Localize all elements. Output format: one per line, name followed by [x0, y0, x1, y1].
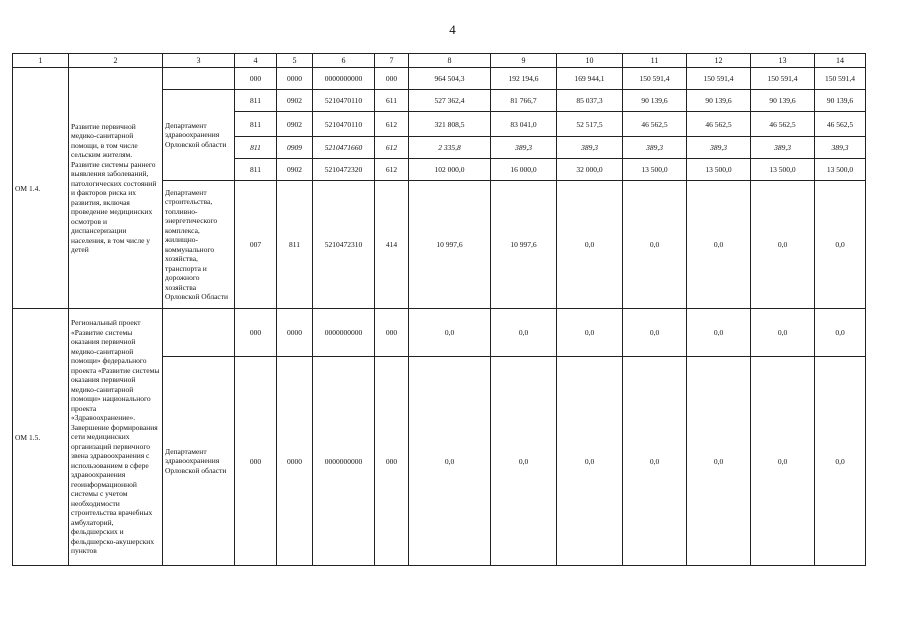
col-header: 8: [409, 54, 491, 68]
table-cell: 0,0: [409, 309, 491, 357]
executor-health-dept: Департамент здравоохранения Орловской области: [163, 90, 235, 181]
table-row: [13, 68, 866, 90]
table-cell: 0000: [277, 309, 313, 357]
table-cell: 0,0: [751, 181, 815, 309]
table-cell: 0,0: [687, 309, 751, 357]
table-cell: 46 562,5: [751, 112, 815, 137]
table-cell: 90 139,6: [687, 90, 751, 112]
table-cell: 0,0: [557, 309, 623, 357]
col-header: 3: [163, 54, 235, 68]
table-cell: 0000000000: [313, 357, 375, 566]
table-cell: 389,3: [687, 137, 751, 159]
table-cell: 000: [375, 309, 409, 357]
table-cell: 0,0: [751, 357, 815, 566]
table-cell: 389,3: [491, 137, 557, 159]
table-cell: 0,0: [815, 309, 866, 357]
table-cell: 150 591,4: [751, 68, 815, 90]
table-cell: 90 139,6: [815, 90, 866, 112]
table-cell: 612: [375, 137, 409, 159]
table-cell: 964 504,3: [409, 68, 491, 90]
executor-empty: [163, 68, 235, 90]
table-cell: 389,3: [815, 137, 866, 159]
table-cell: 46 562,5: [687, 112, 751, 137]
table-cell: 46 562,5: [815, 112, 866, 137]
table-cell: 2 335,8: [409, 137, 491, 159]
table-cell: 321 808,5: [409, 112, 491, 137]
table-cell: 5210470110: [313, 112, 375, 137]
header-row: [13, 54, 866, 68]
col-header: 6: [313, 54, 375, 68]
table-cell: 0,0: [623, 181, 687, 309]
table-cell: 102 000,0: [409, 159, 491, 181]
table-cell: 0000000000: [313, 68, 375, 90]
table-cell: 0,0: [491, 357, 557, 566]
table-cell: 5210470110: [313, 90, 375, 112]
col-header: 13: [751, 54, 815, 68]
table-cell: 0902: [277, 112, 313, 137]
table-cell: 0,0: [557, 181, 623, 309]
table-cell: 000: [235, 309, 277, 357]
table-cell: 0909: [277, 137, 313, 159]
table-cell: 611: [375, 90, 409, 112]
col-header: 12: [687, 54, 751, 68]
table-cell: 0902: [277, 90, 313, 112]
col-header: 11: [623, 54, 687, 68]
table-cell: 000: [235, 68, 277, 90]
table-cell: 90 139,6: [751, 90, 815, 112]
table-cell: 0,0: [751, 309, 815, 357]
col-header: 9: [491, 54, 557, 68]
table-cell: 007: [235, 181, 277, 309]
table-cell: 81 766,7: [491, 90, 557, 112]
table-cell: 13 500,0: [623, 159, 687, 181]
table-cell: 612: [375, 159, 409, 181]
table-cell: 0,0: [623, 309, 687, 357]
table-cell: 13 500,0: [751, 159, 815, 181]
table-cell: 0,0: [687, 357, 751, 566]
table-cell: 000: [235, 357, 277, 566]
table-cell: 0,0: [409, 357, 491, 566]
row-code: ОМ 1.5.: [13, 309, 69, 566]
table-cell: 150 591,4: [623, 68, 687, 90]
executor-health-dept: Департамент здравоохранения Орловской области: [163, 357, 235, 566]
table-cell: 612: [375, 112, 409, 137]
table-cell: 0000: [277, 357, 313, 566]
table-cell: 5210472310: [313, 181, 375, 309]
table-cell: 811: [235, 159, 277, 181]
col-header: 4: [235, 54, 277, 68]
executor-construction-dept: Департамент строительства, топливно-энергетического комплекса, жилищно-коммунального хозяйства, транспорта и дорожного хозяйства Орловской Области: [163, 181, 235, 309]
table-cell: 150 591,4: [815, 68, 866, 90]
table-cell: 10 997,6: [491, 181, 557, 309]
col-header: 7: [375, 54, 409, 68]
table-cell: 13 500,0: [815, 159, 866, 181]
table-cell: 000: [375, 68, 409, 90]
table-cell: 414: [375, 181, 409, 309]
row-code: ОМ 1.4.: [13, 68, 69, 309]
table-cell: 83 041,0: [491, 112, 557, 137]
col-header: 14: [815, 54, 866, 68]
row-description: Региональный проект «Развитие системы оказания первичной медико-санитарной помощи» федерального проекта «Развитие системы оказания первичной медико-санитарной помощи» национального проекта «Здравоохранение». Завершение формирования сети медицинских организаций первичного звена здравоохранения с использованием в сфере здравоохранения геоинформационной системы с учетом необходимости строительства врачебных амбулаторий, фельдшерских и фельдшерско-акушерских пунктов: [69, 309, 163, 566]
page-number: 4: [449, 22, 456, 37]
col-header: 2: [69, 54, 163, 68]
table-cell: 5210471660: [313, 137, 375, 159]
col-header: 1: [13, 54, 69, 68]
col-header: 5: [277, 54, 313, 68]
table-cell: 527 362,4: [409, 90, 491, 112]
table-cell: 0,0: [687, 181, 751, 309]
table-cell: 46 562,5: [623, 112, 687, 137]
budget-table: [12, 53, 866, 566]
table-cell: 0,0: [815, 357, 866, 566]
table-cell: 0000000000: [313, 309, 375, 357]
table-cell: 0000: [277, 68, 313, 90]
table-cell: 811: [277, 181, 313, 309]
table-cell: 389,3: [557, 137, 623, 159]
table-cell: 16 000,0: [491, 159, 557, 181]
table-cell: 85 037,3: [557, 90, 623, 112]
table-cell: 10 997,6: [409, 181, 491, 309]
col-header: 10: [557, 54, 623, 68]
table-cell: 13 500,0: [687, 159, 751, 181]
table-cell: 389,3: [751, 137, 815, 159]
table-cell: 000: [375, 357, 409, 566]
row-description: Развитие первичной медико-санитарной помощи, в том числе сельским жителям. Развитие системы раннего выявления заболеваний, патологических состояний и факторов риска их развития, включая проведение медицинских осмотров и диспансеризации населения, в том числе у детей: [69, 68, 163, 309]
table-cell: 811: [235, 137, 277, 159]
table-cell: 0902: [277, 159, 313, 181]
table-cell: 0,0: [623, 357, 687, 566]
table-cell: 0,0: [557, 357, 623, 566]
table-cell: 389,3: [623, 137, 687, 159]
table-cell: 90 139,6: [623, 90, 687, 112]
table-cell: 52 517,5: [557, 112, 623, 137]
table-cell: 169 944,1: [557, 68, 623, 90]
table-cell: 32 000,0: [557, 159, 623, 181]
table-cell: 5210472320: [313, 159, 375, 181]
table-cell: 0,0: [491, 309, 557, 357]
table-cell: 811: [235, 112, 277, 137]
table-cell: 192 194,6: [491, 68, 557, 90]
table-cell: 0,0: [815, 181, 866, 309]
table-cell: 150 591,4: [687, 68, 751, 90]
table-cell: 811: [235, 90, 277, 112]
table-row: [13, 309, 866, 357]
executor-empty: [163, 309, 235, 357]
